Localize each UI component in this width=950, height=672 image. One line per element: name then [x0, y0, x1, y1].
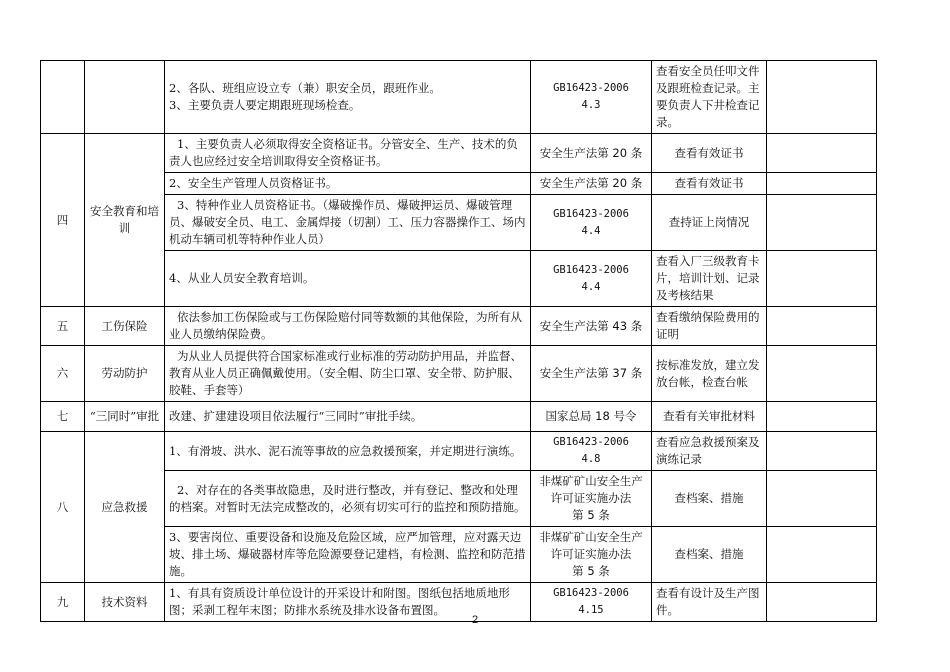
- requirement-text: [165, 61, 531, 134]
- table-row: [41, 402, 877, 432]
- requirement-text: [165, 134, 531, 173]
- remark-cell: [767, 195, 877, 251]
- basis-line: GB16423-2006: [553, 207, 629, 220]
- item-name: 安全教育和培训: [85, 134, 165, 307]
- inspection-method: 查看应急救援预案及演练记录: [652, 432, 767, 471]
- basis-line: 安全生产法第 20 条: [539, 145, 643, 160]
- inspection-method: 查看入厂三级教育卡片，培训计划、记录及考核结果: [652, 251, 767, 307]
- basis-line: 4.4: [581, 280, 601, 293]
- item-name: 工伤保险: [85, 307, 165, 346]
- basis-line: GB16423-2006: [553, 436, 629, 448]
- requirement-text: [165, 195, 531, 251]
- remark-cell: [767, 527, 877, 583]
- basis-line: 安全生产法第 43 条: [539, 318, 643, 333]
- basis-reference: [531, 432, 652, 471]
- requirement-line: 为从业人员提供符合国家标准或行业标准的劳动防护用品，并监督、教育从业人员正确佩戴使用。（安全帽、防尘口罩、安全带、防护服、胶鞋、手套等）: [169, 349, 522, 397]
- basis-reference: [531, 251, 652, 307]
- inspection-method: 查看有关审批材料: [652, 402, 767, 432]
- inspection-method: 查看有效证书: [652, 173, 767, 195]
- basis-line: 4.15: [578, 604, 604, 616]
- basis-line: 安全生产法第 37 条: [539, 366, 643, 380]
- row-number: 六: [41, 346, 85, 402]
- table-row: [41, 307, 877, 346]
- requirement-text: [165, 251, 531, 307]
- row-number: 五: [41, 307, 85, 346]
- table-row: [41, 471, 877, 527]
- inspection-method: 查档案、措施: [652, 471, 767, 527]
- requirement-line: 3、主要负责人要定期跟班现场检查。: [169, 98, 361, 112]
- inspection-method: 查看有设计及生产图件。: [652, 583, 767, 622]
- basis-line: 4.8: [581, 453, 601, 465]
- page-number: 2: [471, 614, 479, 626]
- item-name: “三同时”审批: [85, 402, 165, 432]
- table-row: [41, 195, 877, 251]
- basis-reference: [531, 173, 652, 195]
- table-row: [41, 61, 877, 134]
- requirement-line: 2、安全生产管理人员资格证书。: [169, 176, 338, 190]
- basis-line: 安全生产法第 20 条: [539, 176, 643, 190]
- item-name: 劳动防护: [85, 346, 165, 402]
- basis-reference: [531, 471, 652, 527]
- row-number: 四: [41, 134, 85, 307]
- basis-line: 4.3: [581, 99, 601, 111]
- table-row: [41, 432, 877, 471]
- inspection-method: 查持证上岗情况: [652, 195, 767, 251]
- basis-line: 非煤矿矿山安全生产许可证实施办法: [539, 530, 643, 561]
- requirement-line: 依法参加工伤保险或与工伤保险赔付同等数额的其他保险，为所有从业人员缴纳保险费。: [169, 310, 522, 341]
- basis-reference: [531, 346, 652, 402]
- row-number: 七: [41, 402, 85, 432]
- inspection-method: 按标准发放，建立发放台帐，检查台帐: [652, 346, 767, 402]
- requirement-line: 1、有滑坡、洪水、泥石流等事故的应急救援预案，并定期进行演练。: [169, 443, 522, 458]
- remark-cell: [767, 307, 877, 346]
- basis-line: 国家总局 18 号令: [545, 409, 637, 423]
- basis-line: GB16423-2006: [553, 82, 629, 94]
- requirement-line: 4、从业人员安全教育培训。: [169, 271, 315, 285]
- basis-line: GB16423-2006: [553, 263, 629, 276]
- inspection-method: 查档案、措施: [652, 527, 767, 583]
- remark-cell: [767, 173, 877, 195]
- requirement-text: [165, 402, 531, 432]
- remark-cell: [767, 134, 877, 173]
- item-name: [85, 61, 165, 134]
- remark-cell: [767, 432, 877, 471]
- remark-cell: [767, 402, 877, 432]
- requirement-line: 1、主要负责人必须取得安全资格证书。分管安全、生产、技术的负责人也应经过安全培训取得安全资格证书。: [169, 137, 518, 168]
- basis-line: GB16423-2006: [553, 587, 629, 599]
- basis-reference: [531, 527, 652, 583]
- basis-reference: [531, 402, 652, 432]
- table-row: [41, 173, 877, 195]
- requirement-line: 3、要害岗位、重要设备和设施及危险区域，应严加管理，应对露天边坡、排土场、爆破器材库等危险源要登记建档，有检测、监控和防范措施。: [169, 530, 526, 578]
- basis-line: 第 5 条: [572, 564, 610, 578]
- table-row: [41, 346, 877, 402]
- basis-reference: [531, 134, 652, 173]
- requirement-line: 2、对存在的各类事故隐患，及时进行整改，并有登记、整改和处理的档案。对暂时无法完成整改的，必须有切实可行的监控和预防措施。: [169, 482, 526, 514]
- requirement-line: 3、特种作业人员资格证书。（爆破操作员、爆破押运员、爆破管理员、爆破安全员、电工、金属焊接（切割）工、压力容器操作工、场内机动车辆司机等特种作业人员）: [169, 198, 526, 246]
- basis-line: 4.4: [581, 224, 601, 237]
- basis-reference: [531, 195, 652, 251]
- remark-cell: [767, 61, 877, 134]
- basis-line: 非煤矿矿山安全生产许可证实施办法: [539, 474, 643, 505]
- requirement-line: 改建、扩建建设项目依法履行“三同时”审批手续。: [169, 409, 423, 423]
- item-name: 技术资料: [85, 583, 165, 622]
- basis-reference: [531, 61, 652, 134]
- item-name: 应急救援: [85, 432, 165, 583]
- requirement-line: 2、各队、班组应设立专（兼）职安全员，跟班作业。: [169, 81, 441, 95]
- basis-line: 第 5 条: [572, 508, 610, 522]
- inspection-method: 查看安全员任叩文件及跟班检查记录。主要负责人下井检查记录。: [652, 61, 767, 134]
- requirement-text: [165, 307, 531, 346]
- requirement-text: [165, 346, 531, 402]
- remark-cell: [767, 471, 877, 527]
- remark-cell: [767, 346, 877, 402]
- row-number: [41, 61, 85, 134]
- row-number: 八: [41, 432, 85, 583]
- requirement-text: [165, 432, 531, 471]
- inspection-method: 查看缴纳保险费用的证明: [652, 307, 767, 346]
- table-row: [41, 527, 877, 583]
- requirement-text: [165, 173, 531, 195]
- basis-reference: [531, 307, 652, 346]
- inspection-method: 查看有效证书: [652, 134, 767, 173]
- table-row: [41, 134, 877, 173]
- table-body: [41, 61, 877, 622]
- row-number: 九: [41, 583, 85, 622]
- requirement-text: [165, 527, 531, 583]
- requirement-line: 1、有具有资质设计单位设计的开采设计和附图。图纸包括地质地形图；采剥工程年末图；防排水系统及排水设备布置图。: [169, 586, 510, 617]
- requirement-text: [165, 471, 531, 527]
- remark-cell: [767, 251, 877, 307]
- inspection-table: [40, 60, 877, 622]
- table-row: [41, 251, 877, 307]
